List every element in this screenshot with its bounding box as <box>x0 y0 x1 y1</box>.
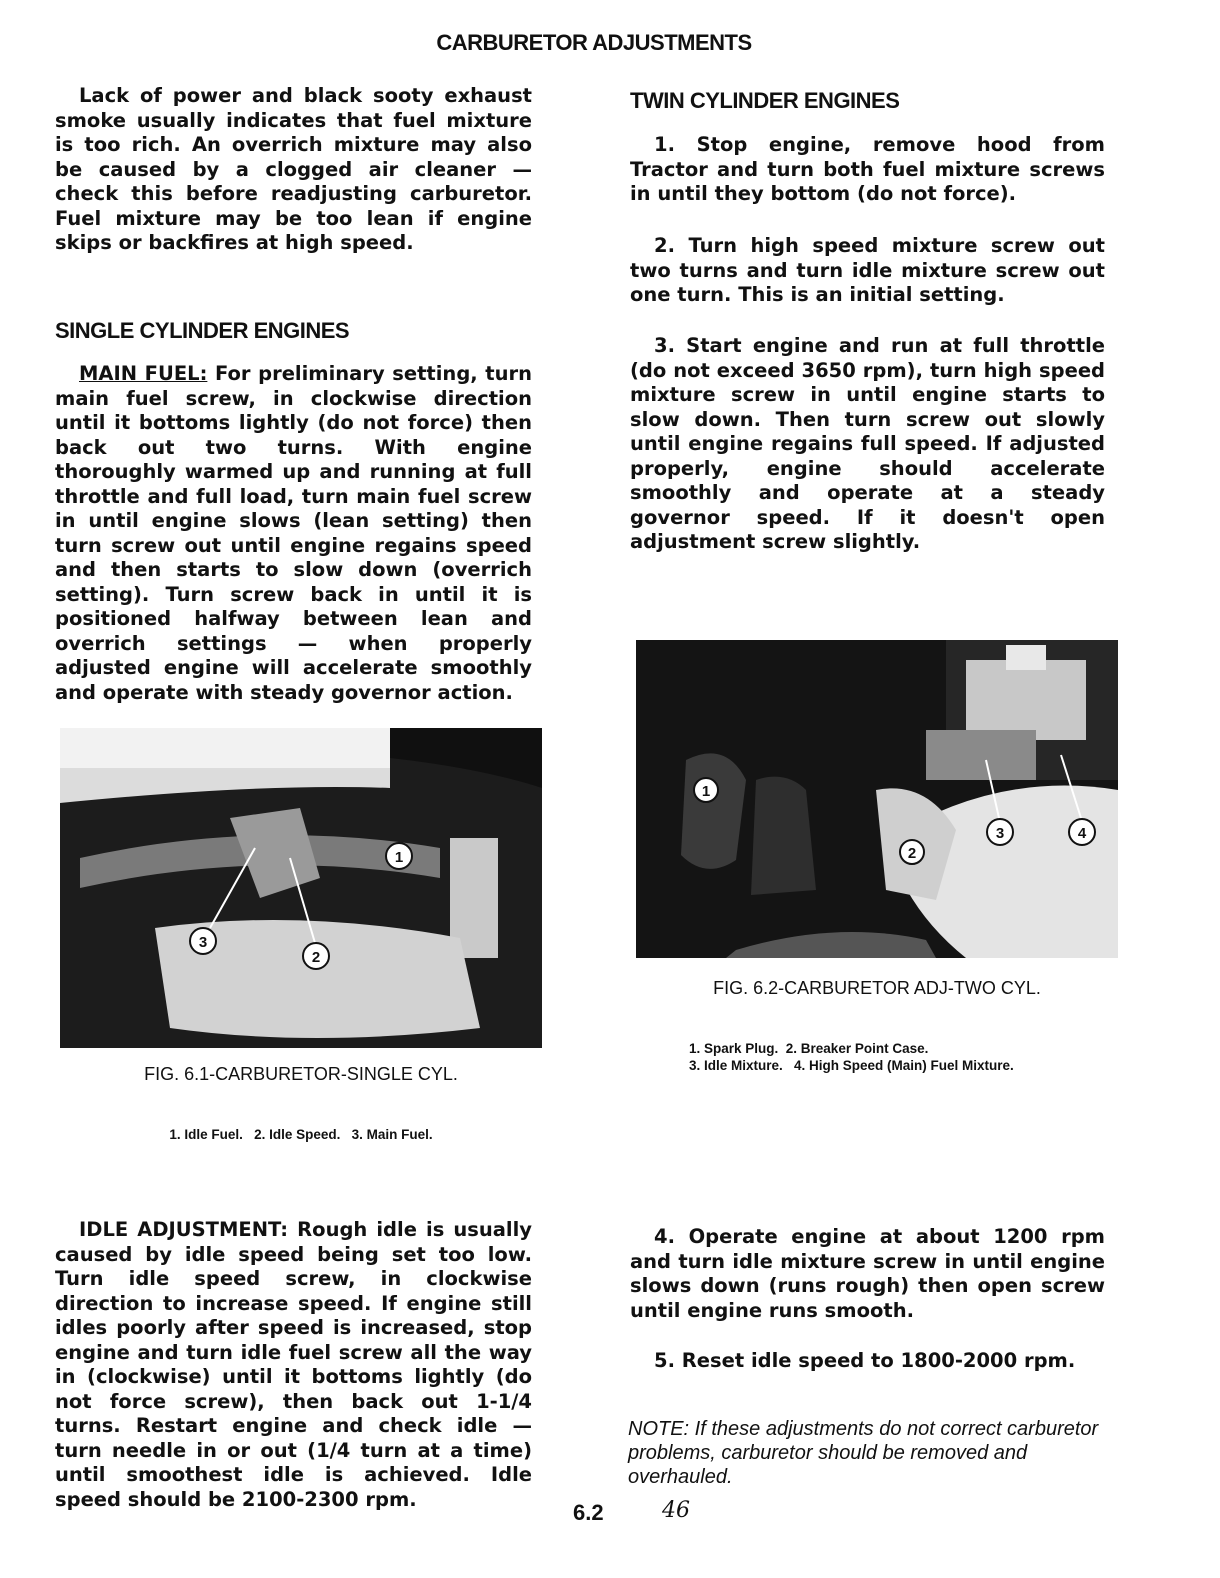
fig-6-1-legend: 1. Idle Fuel. 2. Idle Speed. 3. Main Fuel. <box>169 1127 433 1142</box>
intro-paragraph: Lack of power and black sooty exhaust smoke usually indicates that fuel mixture is too rich. An overrich mixture may also be caused by a clogged air cleaner — check this before readjusting carburetor. Fuel mixture may be too lean if engine skips or backfires at high speed. <box>55 84 532 254</box>
twin-cyl-marker-3: 3 <box>995 825 1005 842</box>
page-number: 6.2 <box>573 1500 604 1525</box>
fig-6-2-legend-line-1: 1. Spark Plug. 2. Breaker Point Case. <box>689 1041 929 1056</box>
handwritten-page-number: 46 <box>662 1498 690 1523</box>
twin-cylinder-heading: TWIN CYLINDER ENGINES <box>630 88 900 113</box>
fig-6-2-caption: FIG. 6.2-CARBURETOR ADJ-TWO CYL. <box>713 978 1041 998</box>
main-fuel-label: MAIN FUEL: <box>79 362 208 385</box>
fig-6-2-legend-line-2: 3. Idle Mixture. 4. High Speed (Main) Fuel Mixture. <box>689 1058 1014 1073</box>
step-4: 4. Operate engine at about 1200 rpm and turn idle mixture screw in until engine slows down (runs rough) then open screw until engine runs smooth. <box>630 1225 1105 1322</box>
single-cyl-marker-1: 1 <box>394 849 404 866</box>
note-paragraph: NOTE: If these adjustments do not correct carburetor problems, carburetor should be removed and overhauled. <box>628 1418 1099 1488</box>
step-2: 2. Turn high speed mixture screw out two turns and turn idle mixture screw out one turn. This is an initial setting. <box>630 234 1105 306</box>
single-cyl-marker-2: 2 <box>311 949 321 966</box>
step-5: 5. Reset idle speed to 1800-2000 rpm. <box>654 1349 1076 1372</box>
twin-cyl-marker-4: 4 <box>1077 825 1087 842</box>
idle-adjustment-paragraph: IDLE ADJUSTMENT: Rough idle is usually caused by idle speed being set too low. Turn idle speed screw, in clockwise direction to increase speed. If engine still idles poorly after speed is increased, stop engine and turn idle fuel screw all the way in (clockwise) until it bottoms lightly (do not force screw), then back out 1-1/4 turns. Restart engine and check idle — turn needle in or out (1/4 turn at a time) until smoothest idle is achieved. Idle speed should be 2100-2300 rpm. <box>55 1218 532 1511</box>
twin-cyl-marker-2: 2 <box>907 845 917 862</box>
fig-6-1-caption: FIG. 6.1-CARBURETOR-SINGLE CYL. <box>144 1064 458 1084</box>
single-cylinder-heading: SINGLE CYLINDER ENGINES <box>55 318 350 343</box>
main-fuel-paragraph <box>55 362 532 705</box>
page-title: CARBURETOR ADJUSTMENTS <box>436 30 752 55</box>
single-cyl-marker-3: 3 <box>198 934 208 951</box>
main-fuel-text: For preliminary setting, turn main fuel screw, in clockwise direction until it bottoms lightly (do not force) then back out two turns. With engine thoroughly warmed up and running at full throttle and full load, turn main fuel screw in until engine slows (lean setting) then turn screw out until engine regains speed and then starts to slow down (overrich setting). Turn screw back in until it is positioned halfway between lean and overrich settings — when properly adjusted engine will accelerate smoothly and operate with steady governor action. <box>55 362 532 704</box>
step-3: 3. Start engine and run at full throttle (do not exceed 3650 rpm), turn high speed mixture screw in until engine starts to slow down. Then turn screw out slowly until engine regains full speed. If adjusted properly, engine should accelerate smoothly and operate at a steady governor speed. If it doesn't open adjustment screw slightly. <box>630 334 1105 553</box>
single-cylinder-carburetor-photo <box>60 728 542 1048</box>
twin-cyl-marker-1: 1 <box>701 783 711 800</box>
step-1: 1. Stop engine, remove hood from Tractor and turn both fuel mixture screws in until they bottom (do not force). <box>630 133 1105 205</box>
twin-cylinder-carburetor-photo <box>636 640 1118 958</box>
